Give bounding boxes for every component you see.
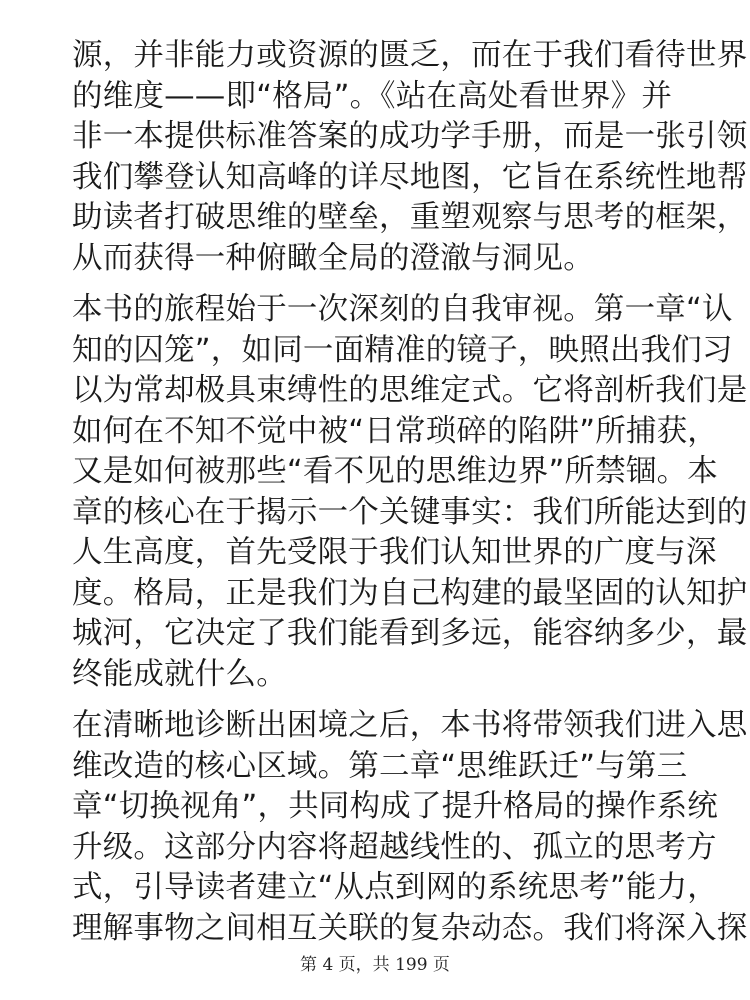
text-line: 非一本提供标准答案的成功学手册，而是一张引领 bbox=[72, 119, 748, 154]
text-line: 助读者打破思维的壁垒，重塑观察与思考的框架， bbox=[72, 200, 748, 235]
text-line: 我们攀登认知高峰的详尽地图，它旨在系统性地帮 bbox=[72, 159, 748, 195]
text-line: 终能成就什么。 bbox=[72, 656, 287, 692]
text-line: 又是如何被那些“看不见的思维边界”所禁锢。本 bbox=[72, 454, 719, 489]
text-line: 维改造的核心区域。第二章“思维跃迁”与第三 bbox=[72, 748, 688, 784]
text-line: 章的核心在于揭示一个关键事实：我们所能达到的 bbox=[72, 494, 748, 530]
text-line: 理解事物之间相互关联的复杂动态。我们将深入探 bbox=[72, 910, 748, 946]
page-number-footer: 第 4 页，共 199 页 bbox=[300, 955, 450, 975]
document-body bbox=[72, 36, 748, 960]
paragraph-2 bbox=[72, 290, 748, 695]
text-line: 在清晰地诊断出困境之后，本书将带领我们进入思 bbox=[72, 708, 748, 743]
text-line: 人生高度，首先受限于我们认知世界的广度与深 bbox=[72, 535, 717, 570]
text-line: 的维度——即“格局”。《站在高处看世界》并 bbox=[72, 78, 673, 114]
text-line: 城河，它决定了我们能看到多远，能容纳多少，最 bbox=[72, 616, 748, 651]
paragraph-3 bbox=[72, 706, 748, 949]
text-line: 本书的旅程始于一次深刻的自我审视。第一章“认 bbox=[72, 292, 733, 327]
text-line: 以为常却极具束缚性的思维定式。它将剖析我们是 bbox=[72, 373, 748, 408]
text-line: 度。格局，正是我们为自己构建的最坚固的认知护 bbox=[72, 575, 748, 611]
paragraph-1 bbox=[72, 36, 748, 279]
text-line: 章“切换视角”，共同构成了提升格局的操作系统 bbox=[72, 789, 719, 824]
text-line: 源，并非能力或资源的匮乏，而在于我们看待世界 bbox=[72, 38, 748, 73]
text-line: 如何在不知不觉中被“日常琐碎的陷阱”所捕获， bbox=[72, 413, 719, 449]
text-line: 从而获得一种俯瞰全局的澄澈与洞见。 bbox=[72, 240, 594, 276]
text-line: 式，引导读者建立“从点到网的系统思考”能力， bbox=[72, 870, 719, 905]
text-line: 知的囚笼”，如同一面精准的镜子，映照出我们习 bbox=[72, 332, 733, 368]
text-line: 升级。这部分内容将超越线性的、孤立的思考方 bbox=[72, 829, 717, 865]
